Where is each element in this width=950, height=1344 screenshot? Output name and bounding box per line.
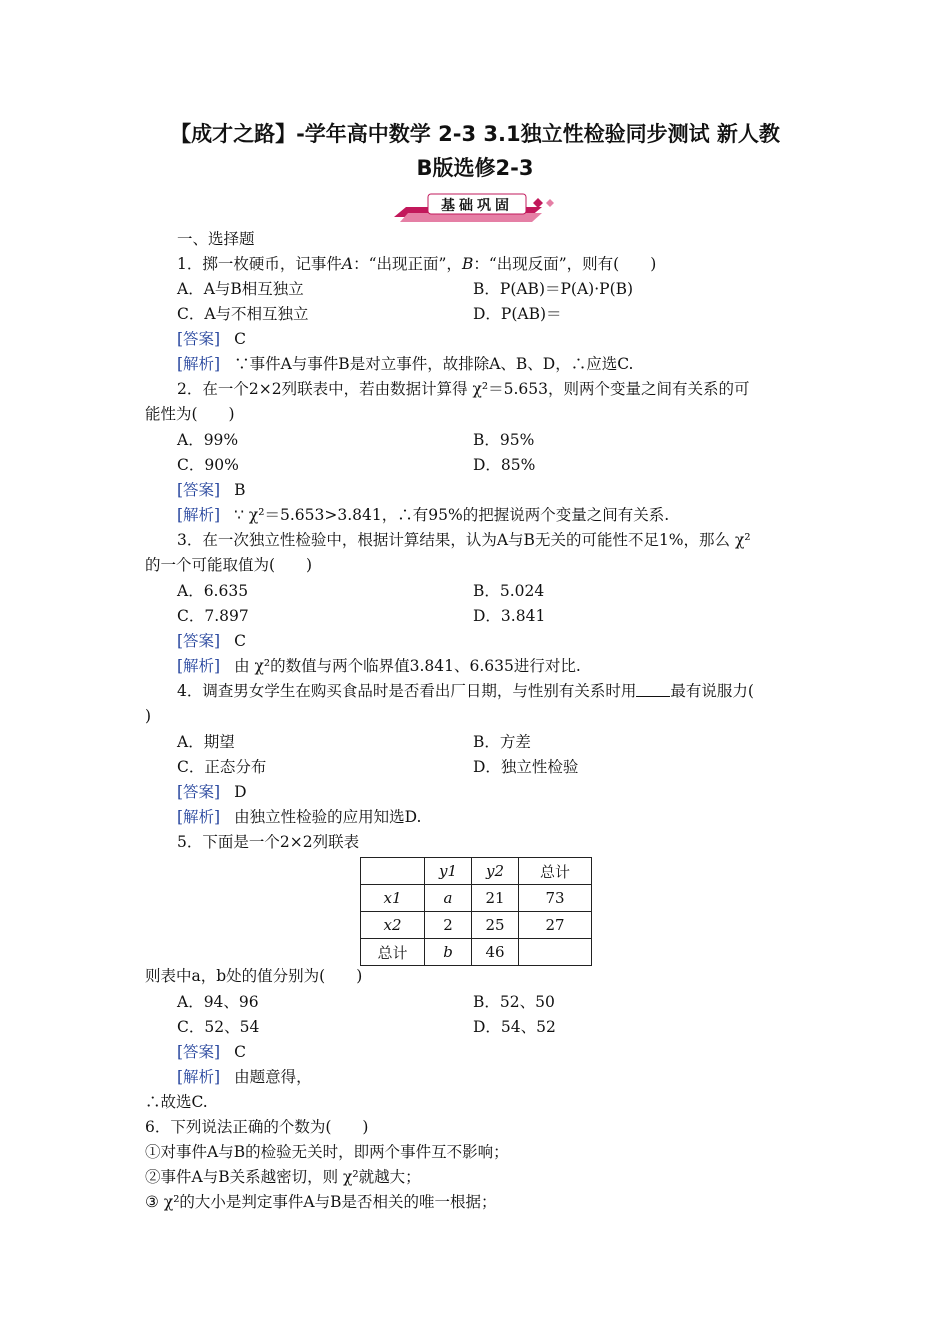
q2-analysis-text: ∵ χ²＝5.653>3.841，∴有95%的把握说两个变量之间有关系. [234,506,670,524]
analysis-tag: [解析] [177,808,221,826]
q2-analysis [177,503,669,528]
table-row [361,885,592,912]
analysis-tag: [解析] [177,355,221,373]
q1-option-c: C．A与不相互独立 [177,305,309,323]
q6-statement-3: ③ χ²的大小是判定事件A与B是否相关的唯一根据； [145,1193,497,1211]
table-cell: y1 [425,858,472,885]
q2-answer [177,478,246,503]
table-cell: b [425,939,472,966]
q3-answer-value: C [234,632,246,650]
answer-tag: [答案] [177,481,221,499]
q4-stem-part: 最有说服力( [670,682,754,700]
section-banner [392,191,560,223]
document-title-line2: B版选修2-3 [416,156,534,180]
q5-answer-value: C [234,1043,246,1061]
answer-tag: [答案] [177,330,221,348]
q4-option-b: B．方差 [473,733,531,751]
q5-analysis [177,1065,312,1090]
q1-analysis-text: ∵事件A与事件B是对立事件，故排除A、B、D，∴应选C. [234,355,634,373]
q6-statement-2: ②事件A与B关系越密切，则 χ²就越大； [145,1168,421,1186]
table-header-row [361,858,592,885]
table-cell: 25 [472,912,519,939]
q3-option-d: D．3.841 [473,607,546,625]
question-2-stem-line1: 2．在一个2×2列联表中，若由数据计算得 χ²＝5.653，则两个变量之间有关系的可 [177,380,750,398]
table-cell: y2 [472,858,519,885]
q2-option-d: D．85% [473,456,536,474]
section-banner-label: 基础巩固 [441,198,513,214]
table-cell: 2 [425,912,472,939]
table-cell: x2 [361,912,425,939]
q1-stem-part: ：“出现正面”， [353,255,462,273]
q2-option-b: B．95% [473,431,535,449]
q1-analysis [177,352,633,377]
q1-stem-part: 1．掷一枚硬币，记事件 [177,255,342,273]
q3-option-c: C．7.897 [177,607,249,625]
question-4-stem-line1 [177,679,754,704]
q1-answer-value: C [234,330,246,348]
table-cell: 21 [472,885,519,912]
q5-option-a: A．94、96 [177,993,259,1011]
q1-option-b: B．P(AB)＝P(A)·P(B) [473,280,634,298]
question-5-stem-after: 则表中a，b处的值分别为( ) [145,967,363,985]
q2-option-c: C．90% [177,456,239,474]
answer-tag: [答案] [177,632,221,650]
table-row [361,912,592,939]
answer-blank [636,682,670,697]
q1-stem-part: ：“出现反面”，则有( ) [473,255,657,273]
q3-option-a: A．6.635 [177,582,249,600]
q6-statement-1: ①对事件A与B的检验无关时，即两个事件互不影响； [145,1143,509,1161]
banner-ribbon-graphic [392,191,560,223]
q3-analysis-text: 由 χ²的数值与两个临界值3.841、6.635进行对比. [234,657,581,675]
q1-answer [177,327,246,352]
q4-option-a: A．期望 [177,733,235,751]
section-heading: 一、选择题 [177,230,255,248]
analysis-tag: [解析] [177,506,221,524]
question-3-stem-line1: 3．在一次独立性检验中，根据计算结果，认为A与B无关的可能性不足1%，那么 χ² [177,531,751,549]
question-3-stem-line2: 的一个可能取值为( ) [145,556,313,574]
table-cell [361,858,425,885]
question-5-stem: 5．下面是一个2×2列联表 [177,833,360,851]
q4-option-d: D．独立性检验 [473,758,579,776]
q5-option-b: B．52、50 [473,993,555,1011]
q1-option-a: A．A与B相互独立 [177,280,304,298]
q3-analysis [177,654,581,679]
q4-stem-part: 4．调查男女学生在购买食品时是否看出厂日期，与性别有关系时用 [177,682,637,700]
q4-analysis-text: 由独立性检验的应用知选D. [234,808,422,826]
table-cell: x1 [361,885,425,912]
question-6-stem: 6．下列说法正确的个数为( ) [145,1118,369,1136]
analysis-tag: [解析] [177,657,221,675]
q1-option-d: D．P(AB)＝ [473,305,562,323]
answer-tag: [答案] [177,1043,221,1061]
table-row [361,939,592,966]
contingency-table [360,857,592,966]
q3-option-b: B．5.024 [473,582,545,600]
q5-option-d: D．54、52 [473,1018,556,1036]
table-cell: 73 [519,885,592,912]
table-cell: 46 [472,939,519,966]
q4-answer-value: D [234,783,247,801]
analysis-tag: [解析] [177,1068,221,1086]
question-2-stem-line2: 能性为( ) [145,405,235,423]
q5-conclusion: ∴故选C. [145,1093,208,1111]
q4-option-c: C．正态分布 [177,758,267,776]
q4-analysis [177,805,421,830]
table-cell [519,939,592,966]
q5-analysis-text: 由题意得， [234,1068,312,1086]
q4-answer [177,780,247,805]
document-title-line1: 【成才之路】-学年高中数学 2-3 3.1独立性检验同步测试 新人教 [170,122,780,146]
q2-answer-value: B [234,481,246,499]
q5-option-c: C．52、54 [177,1018,260,1036]
q2-option-a: A．99% [177,431,239,449]
question-4-stem-line2: ) [145,707,152,725]
question-1-stem: 1．掷一枚硬币，记事件A：“出现正面”，B：“出现反面”，则有( ) [177,255,657,273]
table-cell: 27 [519,912,592,939]
table-cell: a [425,885,472,912]
q3-answer [177,629,246,654]
table-cell: 总计 [519,858,592,885]
answer-tag: [答案] [177,783,221,801]
q5-answer [177,1040,246,1065]
table-cell: 总计 [361,939,425,966]
